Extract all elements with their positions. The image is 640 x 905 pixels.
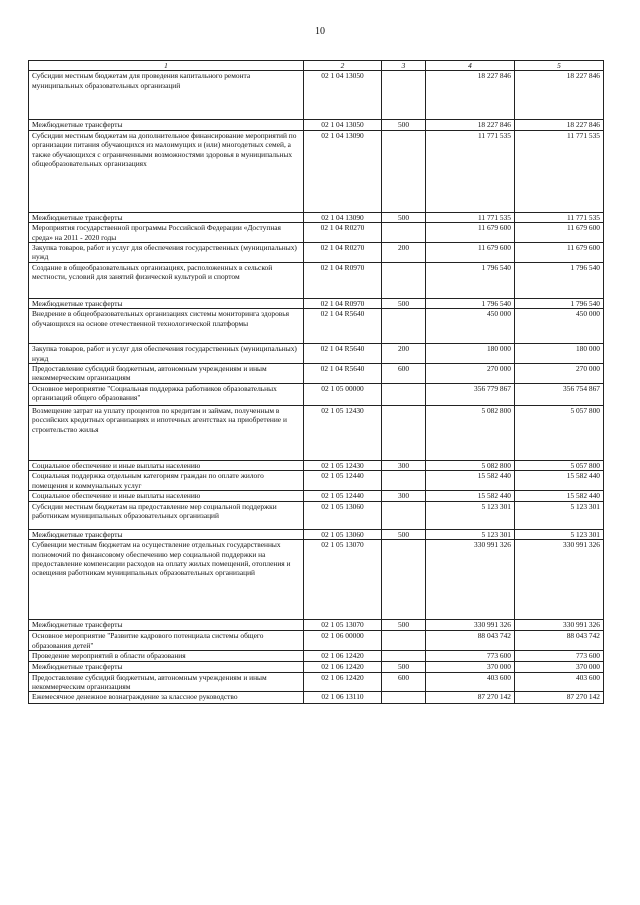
row-code-cell: 02 1 05 13070 [304,540,382,620]
column-number-2: 2 [304,61,382,71]
row-code-cell: 02 1 04 R5640 [304,364,382,384]
row-name-cell: Закупка товаров, работ и услуг для обеспечения государственных (муниципальных) нужд [29,243,304,263]
row-value-5-cell: 1 796 540 [515,262,604,298]
row-value-5-cell: 15 582 440 [515,491,604,501]
row-name-cell: Межбюджетные трансферты [29,662,304,672]
row-type-cell: 200 [382,344,426,364]
table-row [29,298,604,308]
row-type-cell: 600 [382,672,426,692]
row-code-cell: 02 1 05 12440 [304,491,382,501]
row-name-cell: Возмещение затрат на уплату процентов по кредитам и займам, полученным в российских кредитных организациях и ипотечных агентствах на приобретение и строительство жилья [29,406,304,461]
row-name-cell: Межбюджетные трансферты [29,298,304,308]
table-row [29,384,604,406]
row-name-cell: Социальное обеспечение и иные выплаты населению [29,491,304,501]
table-row [29,262,604,298]
row-type-cell [382,692,426,704]
row-value-4-cell: 11 679 600 [426,243,515,263]
row-value-4-cell: 403 600 [426,672,515,692]
table-row [29,672,604,692]
row-name-cell: Субвенции местным бюджетам на осуществление отдельных государственных полномочий по финансовому обеспечению мер социальной поддержки на предоставление компенсации расходов на оплату жилых помещений, отопления и освещения работникам муниципальных образовательных организаций [29,540,304,620]
row-value-4-cell: 15 582 440 [426,491,515,501]
row-value-4-cell: 370 000 [426,662,515,672]
row-name-cell: Мероприятия государственной программы Российской Федерации «Доступная среда» на 2011 - 2020 годы [29,223,304,243]
row-value-4-cell: 450 000 [426,309,515,344]
row-type-cell [382,384,426,406]
table-row [29,529,604,539]
row-type-cell: 300 [382,491,426,501]
row-value-4-cell: 1 796 540 [426,262,515,298]
row-name-cell: Предоставление субсидий бюджетным, автономным учреждениям и иным некоммерческим организациям [29,364,304,384]
row-type-cell: 500 [382,120,426,130]
table-row [29,223,604,243]
row-value-4-cell: 87 270 142 [426,692,515,704]
row-code-cell: 02 1 06 00000 [304,631,382,651]
row-type-cell: 500 [382,662,426,672]
row-value-4-cell: 330 991 326 [426,540,515,620]
row-type-cell [382,471,426,491]
row-name-cell: Основное мероприятие "Социальная поддержка работников образовательных организаций общего образования" [29,384,304,406]
row-type-cell: 500 [382,529,426,539]
budget-table [28,60,604,704]
row-name-cell: Ежемесячное денежное вознаграждение за классное руководство [29,692,304,704]
table-row [29,471,604,491]
row-value-5-cell: 11 679 600 [515,243,604,263]
row-value-4-cell: 11 771 535 [426,130,515,212]
row-type-cell [382,223,426,243]
row-value-5-cell: 5 123 301 [515,529,604,539]
row-value-5-cell: 403 600 [515,672,604,692]
table-row [29,620,604,631]
row-value-5-cell: 5 123 301 [515,501,604,529]
row-name-cell: Закупка товаров, работ и услуг для обеспечения государственных (муниципальных) нужд [29,344,304,364]
row-code-cell: 02 1 04 R5640 [304,344,382,364]
row-type-cell: 300 [382,461,426,471]
row-type-cell [382,631,426,651]
row-code-cell: 02 1 06 13110 [304,692,382,704]
table-row [29,501,604,529]
row-value-5-cell: 370 000 [515,662,604,672]
row-value-5-cell: 87 270 142 [515,692,604,704]
row-code-cell: 02 1 04 R5640 [304,309,382,344]
row-name-cell: Межбюджетные трансферты [29,620,304,631]
row-type-cell [382,262,426,298]
row-code-cell: 02 1 04 R0270 [304,223,382,243]
row-type-cell: 200 [382,243,426,263]
row-name-cell: Социальная поддержка отдельным категориям граждан по оплате жилого помещения и коммунальных услуг [29,471,304,491]
column-number-4: 4 [426,61,515,71]
row-value-4-cell: 5 082 800 [426,406,515,461]
row-name-cell: Основное мероприятие "Развитие кадрового потенциала системы общего образования детей" [29,631,304,651]
row-code-cell: 02 1 04 R0270 [304,243,382,263]
row-name-cell: Социальное обеспечение и иные выплаты населению [29,461,304,471]
table-row [29,130,604,212]
row-value-5-cell: 330 991 326 [515,620,604,631]
row-type-cell [382,501,426,529]
table-row [29,212,604,222]
row-name-cell: Межбюджетные трансферты [29,212,304,222]
row-value-5-cell: 450 000 [515,309,604,344]
table-row [29,364,604,384]
row-name-cell: Межбюджетные трансферты [29,120,304,130]
row-value-4-cell: 5 123 301 [426,529,515,539]
row-type-cell [382,130,426,212]
column-number-3: 3 [382,61,426,71]
row-code-cell: 02 1 05 12440 [304,471,382,491]
row-value-4-cell: 180 000 [426,344,515,364]
row-type-cell: 600 [382,364,426,384]
row-value-4-cell: 11 771 535 [426,212,515,222]
table-row [29,309,604,344]
row-value-5-cell: 356 754 867 [515,384,604,406]
row-code-cell: 02 1 06 12420 [304,672,382,692]
row-value-4-cell: 270 000 [426,364,515,384]
row-code-cell: 02 1 05 00000 [304,384,382,406]
table-row [29,461,604,471]
table-row [29,651,604,662]
row-value-5-cell: 15 582 440 [515,471,604,491]
row-name-cell: Создание в общеобразовательных организациях, расположенных в сельской местности, условий для занятий физической культурой и спортом [29,262,304,298]
row-name-cell: Субсидии местным бюджетам на дополнительное финансирование мероприятий по организации питания обучающихся из малоимущих и (или) многодетных семей, а также обучающихся с ограниченными возможностями здоровья в муниципальных общеобразовательных организациях [29,130,304,212]
row-name-cell: Проведение мероприятий в области образования [29,651,304,662]
row-type-cell [382,651,426,662]
row-type-cell: 500 [382,620,426,631]
table-row [29,692,604,704]
table-row [29,662,604,672]
row-name-cell: Субсидии местным бюджетам для проведения капитального ремонта муниципальных образовательных организаций [29,71,304,120]
row-code-cell: 02 1 04 13050 [304,71,382,120]
table-body [29,71,604,704]
row-value-5-cell: 11 771 535 [515,130,604,212]
row-value-4-cell: 356 779 867 [426,384,515,406]
row-code-cell: 02 1 04 13090 [304,212,382,222]
row-value-4-cell: 5 082 800 [426,461,515,471]
row-value-5-cell: 88 043 742 [515,631,604,651]
row-value-4-cell: 1 796 540 [426,298,515,308]
row-value-4-cell: 773 600 [426,651,515,662]
row-type-cell: 500 [382,298,426,308]
row-value-4-cell: 330 991 326 [426,620,515,631]
column-number-row [29,61,604,71]
table-row [29,540,604,620]
row-type-cell [382,540,426,620]
row-code-cell: 02 1 05 13060 [304,501,382,529]
row-value-5-cell: 11 771 535 [515,212,604,222]
row-value-5-cell: 5 057 800 [515,406,604,461]
table-row [29,491,604,501]
row-value-5-cell: 18 227 846 [515,120,604,130]
row-code-cell: 02 1 04 R0970 [304,298,382,308]
row-name-cell: Внедрение в общеобразовательных организациях системы мониторинга здоровья обучающихся на основе отечественной технологической платформы [29,309,304,344]
row-value-5-cell: 18 227 846 [515,71,604,120]
table-row [29,120,604,130]
column-number-5: 5 [515,61,604,71]
table-row [29,344,604,364]
page-number: 10 [315,26,325,37]
row-name-cell: Субсидии местным бюджетам на предоставление мер социальной поддержки работникам муниципальных образовательных организаций [29,501,304,529]
row-code-cell: 02 1 04 13050 [304,120,382,130]
row-type-cell [382,406,426,461]
row-code-cell: 02 1 05 13060 [304,529,382,539]
row-code-cell: 02 1 06 12420 [304,662,382,672]
row-value-4-cell: 15 582 440 [426,471,515,491]
table-row [29,71,604,120]
row-value-5-cell: 773 600 [515,651,604,662]
row-code-cell: 02 1 04 13090 [304,130,382,212]
row-code-cell: 02 1 04 R0970 [304,262,382,298]
row-value-5-cell: 1 796 540 [515,298,604,308]
column-number-1: 1 [29,61,304,71]
row-code-cell: 02 1 06 12420 [304,651,382,662]
row-name-cell: Межбюджетные трансферты [29,529,304,539]
row-value-5-cell: 330 991 326 [515,540,604,620]
row-value-5-cell: 5 057 800 [515,461,604,471]
table-row [29,631,604,651]
row-value-5-cell: 270 000 [515,364,604,384]
row-type-cell [382,309,426,344]
row-type-cell [382,71,426,120]
row-code-cell: 02 1 05 13070 [304,620,382,631]
row-value-4-cell: 18 227 846 [426,71,515,120]
row-value-4-cell: 5 123 301 [426,501,515,529]
row-value-4-cell: 18 227 846 [426,120,515,130]
row-value-5-cell: 180 000 [515,344,604,364]
row-value-4-cell: 88 043 742 [426,631,515,651]
table-row [29,243,604,263]
row-name-cell: Предоставление субсидий бюджетным, автономным учреждениям и иным некоммерческим организациям [29,672,304,692]
row-type-cell: 500 [382,212,426,222]
row-value-5-cell: 11 679 600 [515,223,604,243]
row-code-cell: 02 1 05 12430 [304,461,382,471]
row-value-4-cell: 11 679 600 [426,223,515,243]
table-row [29,406,604,461]
row-code-cell: 02 1 05 12430 [304,406,382,461]
